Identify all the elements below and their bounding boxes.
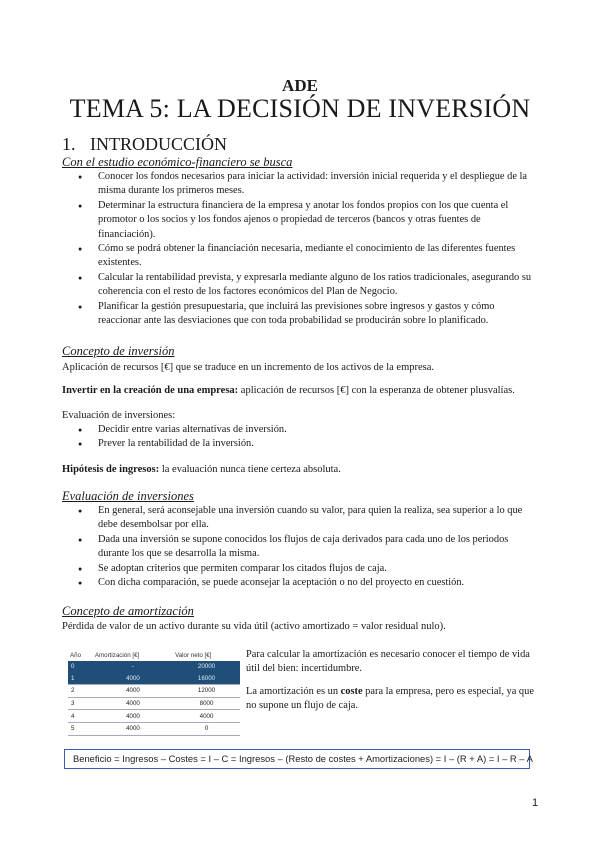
page-number: 1 [532, 797, 539, 809]
table-cell: 5 [68, 722, 93, 735]
table-row [68, 722, 240, 735]
table-cell: 4 [68, 710, 93, 723]
list-item: ● En general, será aconsejable una inversión cuando su valor, para quien la realiza, sea superior a lo que debe desembolsar por ella. [62, 504, 538, 533]
hipotesis-ingresos [62, 463, 542, 477]
table-row [68, 661, 240, 673]
creacion-text: aplicación de recursos [€] con la esperanza de obtener plusvalías. [238, 385, 515, 396]
table-cell: 16000 [173, 673, 240, 685]
table-header: Amortización [€] [94, 651, 140, 659]
amortizacion-heading: Concepto de amortización [62, 604, 194, 618]
section-heading [62, 134, 227, 155]
table-row [68, 673, 240, 685]
table-header: Valor neto [€] [175, 651, 212, 659]
list-item: ● Planificar la gestión presupuestaria, que incluirá las previsiones sobre ingresos y gastos y cómo reaccionar ante las desviaciones que con toda probabilidad se producirán sobre lo planificado. [62, 300, 538, 329]
table-cell: 1 [68, 673, 93, 685]
subject-label: ADE [282, 76, 318, 95]
table-cell: 4000 [93, 685, 173, 698]
table-cell: 2 [68, 685, 93, 698]
note-bold: coste [340, 686, 363, 697]
hipotesis-text: la evaluación nunca tiene certeza absoluta. [159, 464, 341, 475]
note-text: La amortización es un [246, 686, 341, 697]
amortizacion-note-coste [246, 685, 536, 713]
table-header: Año [70, 651, 82, 659]
amortizacion-definition: Pérdida de valor de un activo durante su vida útil (activo amortizado = valor residual nulo). [62, 621, 446, 632]
concepto-inversion-heading: Concepto de inversión [62, 344, 175, 358]
evaluacion-heading: Evaluación de inversiones [62, 489, 194, 503]
list-item: ● Conocer los fondos necesarios para iniciar la actividad: inversión inicial requerida y el despliegue de la misma durante los primeros meses. [62, 170, 538, 199]
list-item: ● Se adoptan criterios que permiten comparar los citados flujos de caja. [62, 562, 538, 576]
creacion-label: Invertir en la creación de una empresa: [62, 385, 239, 396]
evaluacion-intro-list [62, 423, 538, 452]
table-cell: 3 [68, 697, 93, 710]
section-title: INTRODUCCIÓN [90, 134, 227, 154]
table-cell: 0 [173, 722, 240, 735]
table-row [68, 697, 240, 710]
list-item: ● Cómo se podrá obtener la financiación necesaria, mediante el conocimiento de las diferentes fuentes existentes. [62, 242, 538, 271]
table-cell: 12000 [173, 685, 240, 698]
inversion-definition: Aplicación de recursos [€] que se traduce en un incremento de los activos de la empresa. [62, 362, 435, 373]
evaluacion-intro: Evaluación de inversiones: [62, 410, 176, 421]
creacion-empresa [62, 384, 542, 398]
note-text: para la empresa, pero es especial, ya que no supone un flujo de caja. [246, 686, 534, 711]
amortizacion-note-vida-util: Para calcular la amortización es necesario conocer el tiempo de vida útil del bien: incertidumbre. [246, 649, 530, 674]
hipotesis-label: Hipótesis de ingresos: [62, 464, 160, 475]
evaluacion-list [62, 504, 538, 590]
list-item: ● Dada una inversión se supone conocidos los flujos de caja derivados para cada uno de los periodos durante los que se desarrolla la misma. [62, 533, 538, 562]
section-number: 1. [62, 134, 76, 154]
table-row [68, 710, 240, 723]
table-cell: 4000 [93, 710, 173, 723]
list-item: ● Decidir entre varias alternativas de inversión. [62, 423, 538, 437]
estudio-heading: Con el estudio económico-financiero se busca [62, 155, 293, 169]
table-cell: 4000 [93, 722, 173, 735]
list-item: ● Calcular la rentabilidad prevista, y expresarla mediante alguno de los ratios tradicionales, asegurando su coherencia con el resto de los factores económicos del Plan de Negocio. [62, 271, 538, 300]
table-cell: 4000 [93, 673, 173, 685]
table-header-row [68, 649, 240, 661]
beneficio-formula-box: Beneficio = Ingresos – Costes = I – C = Ingresos – (Resto de costes + Amortizaciones) = I – (R + A) = I – R – A [64, 749, 530, 769]
table-cell: 4000 [93, 697, 173, 710]
page-title: TEMA 5: LA DECISIÓN DE INVERSIÓN [69, 94, 531, 123]
table-cell: 8000 [173, 697, 240, 710]
estudio-list [62, 170, 538, 328]
table-row [68, 685, 240, 698]
list-item: ● Determinar la estructura financiera de la empresa y anotar los fondos propios con los que cuenta el promotor o los socios y los fondos ajenos o propiedad de terceros (bancos y otras fuentes de financiación). [62, 199, 538, 242]
table-cell: 4000 [173, 710, 240, 723]
amortization-table [68, 649, 240, 736]
table-cell: 0 [68, 661, 93, 673]
table-cell: - [93, 661, 173, 673]
table-cell: 20000 [173, 661, 240, 673]
list-item: ● Prever la rentabilidad de la inversión. [62, 437, 538, 451]
list-item: ● Con dicha comparación, se puede aconsejar la aceptación o no del proyecto en cuestión. [62, 576, 538, 590]
